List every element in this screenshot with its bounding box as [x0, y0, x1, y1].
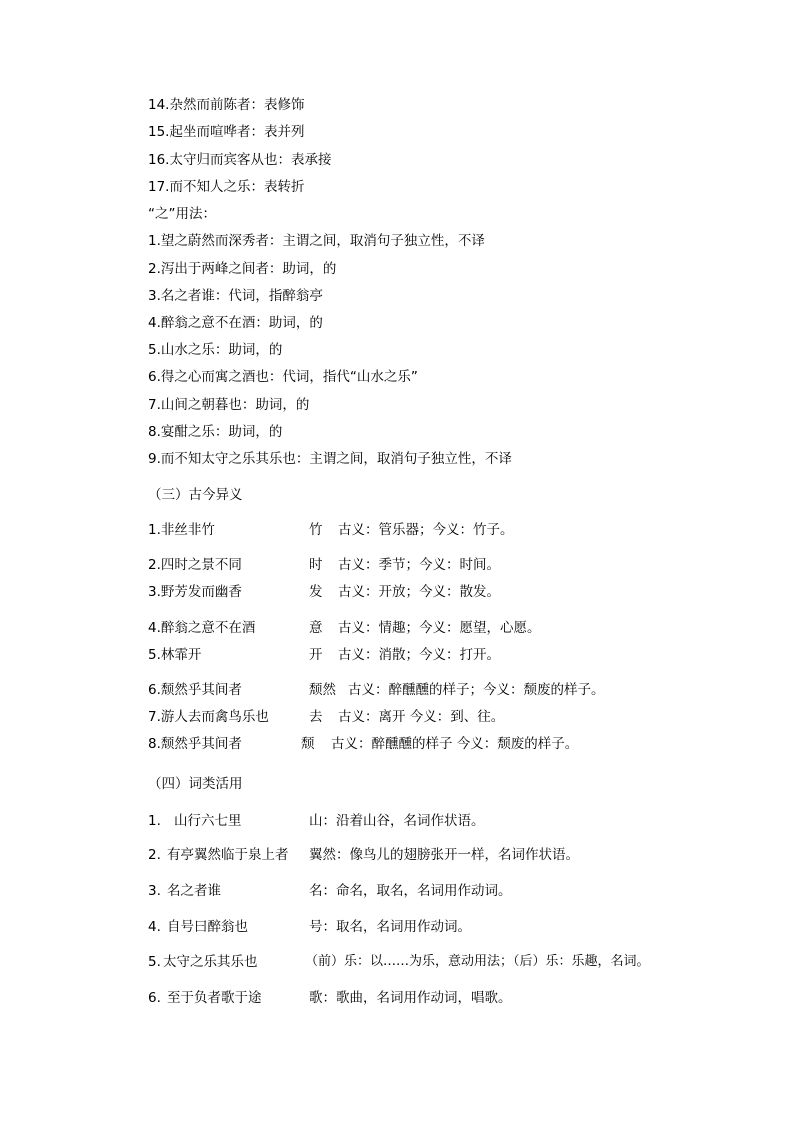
key-word: 发: [309, 584, 323, 600]
key-word: 颓然: [309, 682, 336, 698]
meaning: 古义：离开 今义：到、往。: [338, 709, 505, 725]
phrase: 2.四时之景不同: [148, 557, 242, 573]
key-word: 竹: [309, 522, 323, 538]
meaning: 古义：情趣；今义：愿望，心愿。: [338, 620, 541, 636]
explanation: （前）乐：以……为乐，意动用法；（后）乐：乐趣，名词。: [305, 954, 650, 969]
phrase: 1.非丝非竹: [148, 522, 215, 538]
zhi-item: 1.望之蔚然而深秀者：主谓之间，取消句子独立性，不译: [148, 233, 485, 249]
explanation: 歌：歌曲，名词用作动词，唱歌。: [309, 990, 512, 1006]
key-word: 时: [309, 557, 323, 573]
explanation: 翼然：像鸟儿的翅膀张开一样，名词作状语。: [309, 847, 579, 863]
zhi-item: 7.山间之朝暮也：助词，的: [148, 397, 310, 413]
explanation: 号：取名，名词用作动词。: [309, 919, 471, 935]
row-number: 6.: [148, 990, 161, 1006]
key-word: 颓: [301, 736, 315, 752]
key-word: 开: [309, 647, 323, 663]
phrase: 山行六七里: [174, 813, 242, 829]
phrase: 名之者谁: [167, 883, 221, 899]
row-number: 1.: [148, 813, 161, 829]
meaning: 古义：开放；今义：散发。: [338, 584, 500, 600]
section-heading-word-class: （四）词类活用: [148, 776, 243, 792]
phrase: 6.颓然乎其间者: [148, 682, 242, 698]
explanation: 名：命名，取名，名词用作动词。: [309, 883, 512, 899]
row-number: 5.: [148, 954, 161, 970]
explanation: 山：沿着山谷，名词作状语。: [309, 813, 485, 829]
er-usage-line: 17.而不知人之乐：表转折: [148, 179, 305, 195]
phrase: 至于负者歌于途: [167, 990, 262, 1006]
meaning: 古义：醉醺醺的样子；今义：颓废的样子。: [348, 682, 605, 698]
meaning: 古义：消散；今义：打开。: [338, 647, 500, 663]
row-number: 4.: [148, 919, 161, 935]
key-word: 意: [309, 620, 323, 636]
meaning: 古义：管乐器；今义：竹子。: [338, 522, 514, 538]
phrase: 7.游人去而禽鸟乐也: [148, 709, 269, 725]
zhi-item: 6.得之心而寓之酒也：代词，指代“山水之乐”: [148, 369, 418, 385]
phrase: 自号曰醉翁也: [167, 919, 248, 935]
row-number: 2.: [148, 847, 161, 863]
phrase: 有亭翼然临于泉上者: [167, 847, 289, 863]
zhi-item: 8.宴酣之乐：助词，的: [148, 424, 283, 440]
row-number: 3.: [148, 883, 161, 899]
meaning: 古义：季节；今义：时间。: [338, 557, 500, 573]
section-heading-ancient-modern: （三）古今异义: [148, 487, 243, 503]
zhi-item: 2.泻出于两峰之间者：助词，的: [148, 261, 337, 277]
phrase: 3.野芳发而幽香: [148, 584, 242, 600]
zhi-item: 9.而不知太守之乐其乐也：主谓之间，取消句子独立性，不译: [148, 451, 512, 467]
er-usage-line: 15.起坐而喧哗者：表并列: [148, 124, 305, 140]
phrase: 太守之乐其乐也: [163, 954, 258, 970]
zhi-item: 4.醉翁之意不在酒：助词，的: [148, 315, 323, 331]
zhi-item: 3.名之者谁：代词，指醉翁亭: [148, 288, 323, 304]
meaning: 古义：醉醺醺的样子 今义：颓废的样子。: [331, 736, 579, 752]
zhi-item: 5.山水之乐：助词，的: [148, 342, 283, 358]
phrase: 4.醉翁之意不在酒: [148, 620, 256, 636]
key-word: 去: [309, 709, 323, 725]
er-usage-line: 16.太守归而宾客从也：表承接: [148, 152, 332, 168]
er-usage-line: 14.杂然而前陈者：表修饰: [148, 97, 305, 113]
phrase: 5.林霏开: [148, 647, 202, 663]
phrase: 8.颓然乎其间者: [148, 736, 242, 752]
zhi-heading: “之”用法：: [148, 206, 216, 222]
